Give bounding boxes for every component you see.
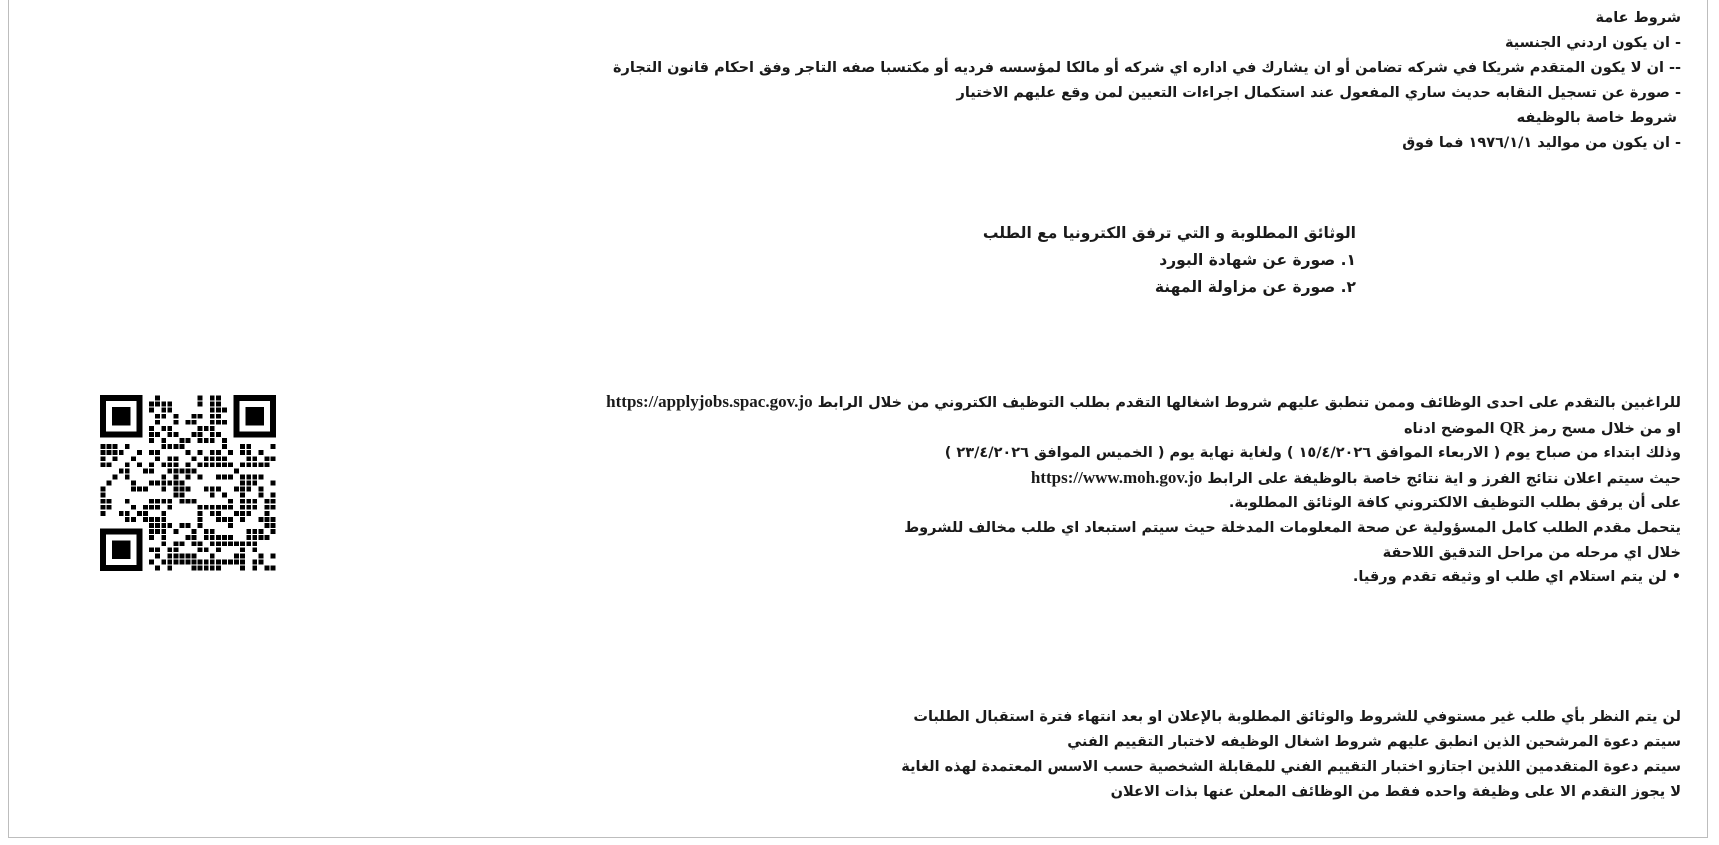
note-line: لن يتم النظر بأي طلب غير مستوفي للشروط والوثائق المطلوبة بالإعلان او بعد انتهاء فترة استقبال الطلبات	[913, 709, 1681, 725]
application-line-5: على أن يرفق بطلب التوظيف الالكتروني كافة الوثائق المطلوبة.	[1228, 495, 1681, 512]
condition-line: -- ان لا يكون المتقدم شريكا في شركه تضامن أو ان يشارك في اداره اي شركه أو مالكا لمؤسسه فرديه أو مكتسبا صفه التاجر وفق احكام قانون التجارة	[612, 60, 1681, 76]
results-text: حيث سيتم اعلان نتائج الفرز و اية نتائج خاصة بالوظيفة على الرابط	[1207, 470, 1681, 487]
qr-instruction-text: او من خلال مسح رمز	[1530, 420, 1681, 437]
special-conditions-heading: شروط خاصة بالوظيفه	[1516, 110, 1677, 126]
general-conditions-section	[613, 6, 1681, 156]
qr-code-icon[interactable]	[100, 395, 276, 571]
note-line: لا يجوز التقدم الا على وظيفة واحده فقط من الوظائف المعلن عنها بذات الاعلان	[1110, 784, 1681, 800]
qr-label: QR	[1499, 417, 1526, 437]
note-line: سيتم دعوة المرشحين الذين انطبق عليهم شروط اشغال الوظيفه لاختبار التقييم الفني	[1067, 734, 1681, 750]
general-conditions-heading: شروط عامة	[1595, 10, 1681, 26]
notes-section	[901, 705, 1681, 805]
qr-instruction-suffix: الموضح ادناه	[1403, 420, 1495, 437]
documents-heading: الوثائق المطلوبة و التي ترفق الكترونيا مع الطلب	[982, 224, 1356, 242]
apply-link[interactable]: https://applyjobs.spac.gov.jo	[606, 392, 813, 411]
document-item: ٢. صورة عن مزاولة المهنة	[1154, 278, 1356, 296]
application-line-4	[606, 466, 1681, 492]
special-condition-line: - ان يكون من مواليد ١٩٧٦/١/١ فما فوق	[1402, 135, 1681, 151]
documents-section	[983, 220, 1356, 301]
condition-line: - ان يكون اردني الجنسية	[1504, 35, 1681, 51]
note-line: سيتم دعوة المتقدمين اللذين اجتازو اختبار التقييم الفني للمقابلة الشخصية حسب الاسس المعتمدة لهذه الغاية	[901, 759, 1681, 775]
application-intro-text: للراغبين بالتقدم على احدى الوظائف وممن تنطبق عليهم شروط اشغالها التقدم بطلب التوظيف الكتروني من خلال الرابط	[817, 395, 1681, 411]
application-section	[606, 390, 1681, 590]
condition-line: - صورة عن تسجيل النقابه حديث ساري المفعول عند استكمال اجراءات التعيين لمن وقع عليهم الاختيار	[956, 85, 1681, 101]
moh-link[interactable]: https://www.moh.gov.jo	[1030, 467, 1203, 487]
application-line-2	[606, 416, 1681, 442]
application-line-6: يتحمل مقدم الطلب كامل المسؤولية عن صحة المعلومات المدخلة حيث سيتم استبعاد اي طلب مخالف للشروط	[904, 519, 1681, 536]
application-dates-line: وذلك ابتداء من صباح يوم ( الاربعاء الموافق ١٥/٤/٢٠٢٦ ) ولغاية نهاية يوم ( الخميس الموافق ٢٣/٤/٢٠٢٦ )	[944, 445, 1681, 462]
document-item: ١. صورة عن شهادة البورد	[1159, 251, 1356, 269]
application-line-7: خلال اي مرحله من مراحل التدقيق اللاحقة	[1382, 544, 1681, 561]
application-line-1	[606, 390, 1681, 416]
application-line-8: • لن يتم استلام اي طلب او وثيقه تقدم ورقيا.	[1352, 569, 1681, 586]
